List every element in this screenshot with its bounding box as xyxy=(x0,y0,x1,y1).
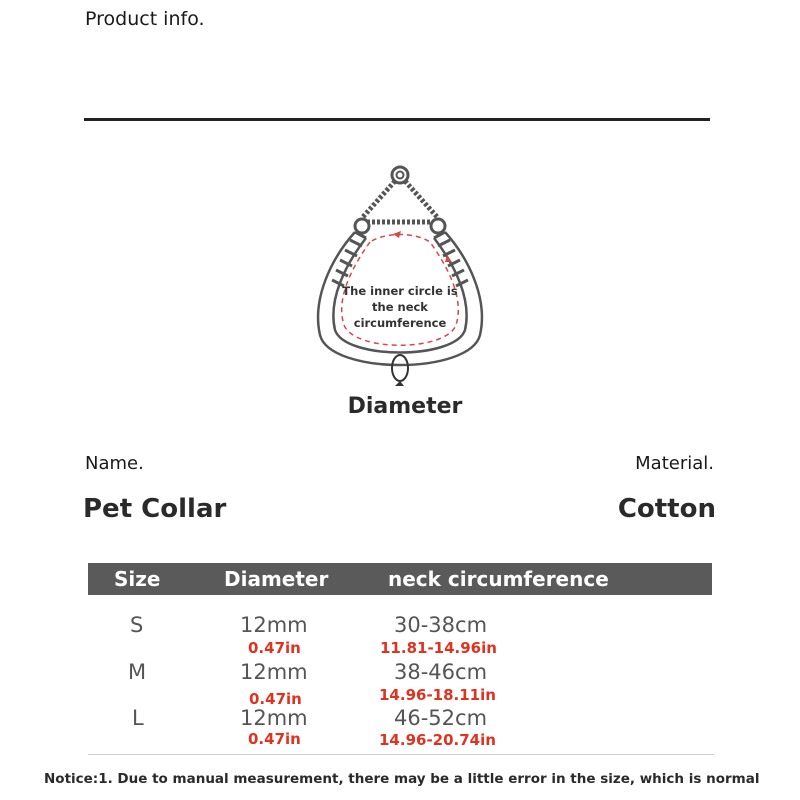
neck-in-cell: 14.96-18.11in xyxy=(379,686,496,704)
diameter-in-cell: 0.47in xyxy=(248,730,301,748)
chain-right xyxy=(405,181,438,218)
inner-text-1: The inner circle is xyxy=(342,284,458,298)
table-header xyxy=(88,563,712,595)
header-neck: neck circumference xyxy=(388,567,609,591)
title-divider xyxy=(84,118,710,121)
neck-cell: 38-46cm xyxy=(394,660,488,684)
inner-text-2: the neck xyxy=(372,300,428,314)
diameter-indicator xyxy=(392,355,408,381)
neck-in-cell: 11.81-14.96in xyxy=(380,639,497,657)
material-label: Material. xyxy=(635,453,714,474)
neck-cell: 30-38cm xyxy=(394,613,488,637)
name-value: Pet Collar xyxy=(83,494,227,524)
diameter-cell: 12mm xyxy=(240,613,308,637)
table-bottom-divider xyxy=(88,754,714,755)
header-diameter: Diameter xyxy=(224,567,329,591)
diameter-in-cell: 0.47in xyxy=(248,639,301,657)
top-ring-inner xyxy=(397,172,404,179)
size-cell: L xyxy=(132,706,144,730)
header-size: Size xyxy=(114,567,161,591)
left-ring xyxy=(355,219,369,233)
material-value: Cotton xyxy=(617,494,716,524)
collar-diagram xyxy=(300,160,500,400)
page-title: Product info. xyxy=(85,8,205,30)
diameter-in-cell: 0.47in xyxy=(249,690,302,708)
diameter-cell: 12mm xyxy=(240,660,308,684)
diameter-label: Diameter xyxy=(347,394,463,419)
diameter-cell: 12mm xyxy=(240,706,308,730)
arrow-left xyxy=(393,231,401,238)
notice-text: Notice:1. Due to manual measurement, there may be a little error in the size, which is normal xyxy=(44,771,760,787)
name-label: Name. xyxy=(85,453,144,474)
right-ring xyxy=(431,219,445,233)
size-cell: S xyxy=(130,613,144,637)
inner-text-3: circumference xyxy=(353,316,447,330)
size-cell: M xyxy=(128,660,147,684)
neck-cell: 46-52cm xyxy=(394,706,488,730)
neck-in-cell: 14.96-20.74in xyxy=(379,731,496,749)
chain-left xyxy=(362,181,395,218)
diameter-arrow xyxy=(395,381,404,386)
